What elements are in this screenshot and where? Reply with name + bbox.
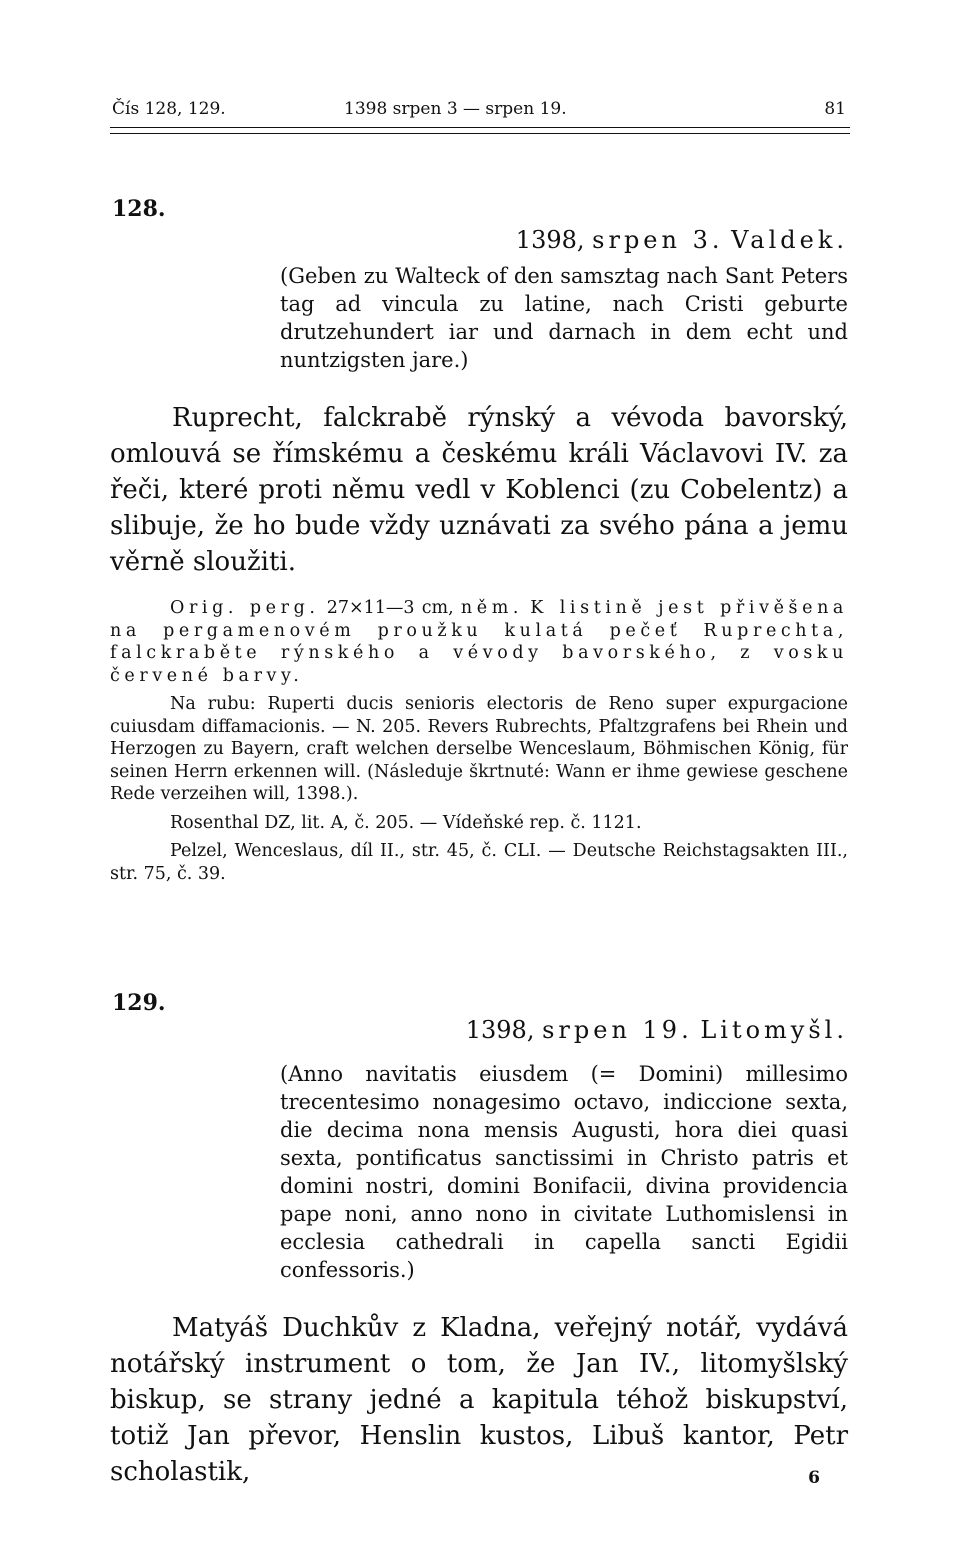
signature-mark: 6 — [808, 1468, 820, 1488]
entry-number: 128. — [112, 196, 166, 222]
header-rule-bottom — [110, 133, 850, 134]
reference-line: Rosenthal DZ, lit. A, č. 205. — Vídeňské rep. č. 1121. — [170, 812, 642, 833]
entry-regest: Ruprecht, falckrabě rýnský a vévoda bavorský, omlouvá se římskému a českému králi Václavovi IV. za řeči, které proti němu vedl v Koblenci (zu Cobelentz) a slibuje, že ho bude vždy uznávati za svého pána a jemu věrně sloužiti. — [110, 403, 848, 577]
entry-place: Valdek. — [731, 226, 848, 254]
entry-notes — [110, 597, 848, 891]
entry-regest: Matyáš Duchkův z Kladna, veřejný notář, vydává notářský instrument o tom, že Jan IV., litomyšlský biskup, se strany jedné a kapitula téhož biskupství, totiž Jan převor, Henslin kustos, Libuš kantor, Petr scholastik, — [110, 1313, 848, 1487]
entry-number: 129. — [112, 990, 166, 1016]
orig-description: Orig. perg. 27×11—3 cm, něm. K listině jest přivěšena na pergamenovém proužku kulatá pečeť Ruprechta, falckraběte rýnského a vévody bavorského, z vosku červené barvy. — [110, 598, 848, 686]
dorsal-note: Na rubu: Ruperti ducis senioris electoris de Reno super expurgacione cuiusdam diffamacionis. — N. 205. Revers Rubrechts, Pfaltzgrafens bei Rhein und Herzogen zu Bayern, craft welchen derselbe Wenceslaum, Böhmischen König, für seinen Herrn erkennen will. (Následuje škrtnuté: Wann er ihme gewiese geschene Rede verzeihen will, 1398.). — [110, 694, 848, 804]
entry-place: Litomyšl. — [700, 1016, 848, 1044]
reference-line: Pelzel, Wenceslaus, díl II., str. 45, č. CLI. — Deutsche Reichstagsakten III., str. 75, č. 39. — [110, 841, 848, 884]
page-number: 81 — [824, 99, 846, 119]
entry-date: 1398, — [515, 226, 585, 254]
entry-latin-dating: (Geben zu Walteck of den samsztag nach Sant Peters tag ad vincula zu latine, nach Cristi geburte drutzehundert iar und darnach in dem echt und nuntzigsten jare.) — [280, 264, 848, 372]
header-rule-top — [110, 127, 850, 128]
header-document-numbers: Čís 128, 129. — [112, 99, 226, 119]
entry-month: srpen 19. — [542, 1016, 693, 1044]
header-date-range: 1398 srpen 3 — srpen 19. — [344, 99, 567, 119]
running-header — [110, 96, 850, 122]
entry-latin-dating: (Anno navitatis eiusdem (= Domini) millesimo trecentesimo nonagesimo octavo, indiccione sexta, die decima nona mensis Augusti, hora diei quasi sexta, pontificatus sanctissimi in Christo patris et domini nostri, domini Bonifacii, divina providencia pape noni, anno nono in civitate Luthomislensi in ecclesia cathedrali in capella sancti Egidii confessoris.) — [280, 1062, 848, 1282]
entry-date: 1398, — [465, 1016, 535, 1044]
entry-dateline — [516, 226, 848, 254]
document-page — [110, 0, 850, 1543]
entry-month: srpen 3. — [592, 226, 724, 254]
entry-dateline — [466, 1016, 848, 1044]
